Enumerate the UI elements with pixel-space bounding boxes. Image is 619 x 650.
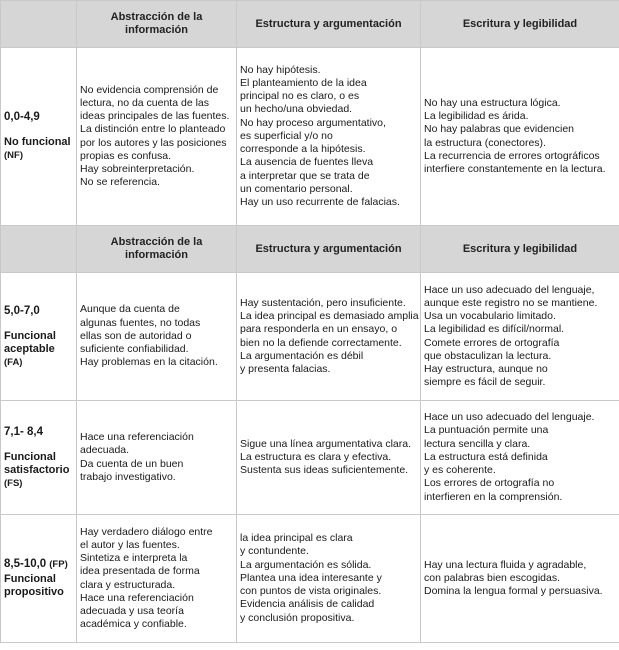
writing-cell: Hace un uso adecuado del lenguaje. La puntuación permite una lectura sencilla y clara. La estructura está definida y es coherente. Los errores de ortografía no interfieren en la comprensión. (421, 401, 619, 515)
score-cell (1, 48, 77, 226)
header-writing: Escritura y legibilidad (421, 226, 619, 273)
score-range: 7,1- 8,4 (4, 425, 43, 438)
score-cell (1, 401, 77, 515)
abstraction-cell: Hace una referenciación adecuada. Da cuenta de un buen trabajo investigativo. (77, 401, 237, 515)
level-abbreviation: (FA) (4, 356, 23, 368)
writing-cell: Hay una lectura fluida y agradable, con palabras bien escogidas. Domina la lengua formal y persuasiva. (421, 515, 619, 643)
score-range: 8,5-10,0 (4, 558, 47, 570)
header-row (1, 226, 619, 273)
table-row (1, 273, 619, 401)
table-row (1, 401, 619, 515)
level-abbreviation: (FS) (4, 477, 23, 489)
level-label: Funcional aceptable (4, 329, 56, 355)
score-cell (1, 515, 77, 643)
writing-cell: No hay una estructura lógica. La legibilidad es árida. No hay palabras que evidencien la estructura (conectores). La recurrencia de errores ortográficos interfiere constantemente en la lectura. (421, 48, 619, 226)
header-structure: Estructura y argumentación (237, 226, 421, 273)
level-abbreviation: (NF) (4, 150, 23, 161)
header-abstraction: Abstracción de la información (77, 1, 237, 48)
structure-cell: la idea principal es clara y contundente. La argumentación es sólida. Plantea una idea interesante y con puntos de vista originales. Evidencia análisis de calidad y conclusión propositiva. (237, 515, 421, 643)
structure-cell: No hay hipótesis. El planteamiento de la idea principal no es claro, o es un hecho/una obviedad. No hay proceso argumentativo, es superficial y/o no corresponde a la hipótesis. La ausencia de fuentes lleva a interpretar que se trata de un comentario personal. Hay un uso recurrente de falacias. (237, 48, 421, 226)
score-range: 5,0-7,0 (4, 304, 40, 317)
level-label: Funcional propositivo (4, 573, 64, 598)
abstraction-cell: Aunque da cuenta de algunas fuentes, no todas ellas son de autoridad o suficiente confiabilidad. Hay problemas en la citación. (77, 273, 237, 401)
header-blank-cell (1, 1, 77, 48)
header-writing: Escritura y legibilidad (421, 1, 619, 48)
score-cell (1, 273, 77, 401)
level-label: No funcional (4, 136, 71, 148)
structure-cell: Hay sustentación, pero insuficiente. La idea principal es demasiado amplia para responderla en un ensayo, o bien no la defiende correctamente. La argumentación es débil y presenta falacias. (237, 273, 421, 401)
structure-cell: Sigue una línea argumentativa clara. La estructura es clara y efectiva. Sustenta sus ideas suficientemente. (237, 401, 421, 515)
writing-cell: Hace un uso adecuado del lenguaje, aunque este registro no se mantiene. Usa un vocabulario limitado. La legibilidad es difícil/normal. Comete errores de ortografía que obstaculizan la lectura. Hay estructura, aunque no siempre es fácil de seguir. (421, 273, 619, 401)
table-row (1, 48, 619, 226)
score-range: 0,0-4,9 (4, 111, 40, 123)
abstraction-cell: Hay verdadero diálogo entre el autor y las fuentes. Sintetiza e interpreta la idea presentada de forma clara y estructurada. Hace una referenciación adecuada y usa teoría académica y confiable. (77, 515, 237, 643)
abstraction-cell: No evidencia comprensión de lectura, no da cuenta de las ideas principales de las fuentes. La distinción entre lo planteado por los autores y las posiciones propias es confusa. Hay sobreinterpretación. No se referencia. (77, 48, 237, 226)
header-structure: Estructura y argumentación (237, 1, 421, 48)
header-row (1, 1, 619, 48)
level-abbreviation: (FP) (49, 559, 68, 570)
level-label: Funcional satisfactorio (4, 450, 70, 476)
table-row (1, 515, 619, 643)
header-abstraction: Abstracción de la información (77, 226, 237, 273)
header-blank-cell (1, 226, 77, 273)
